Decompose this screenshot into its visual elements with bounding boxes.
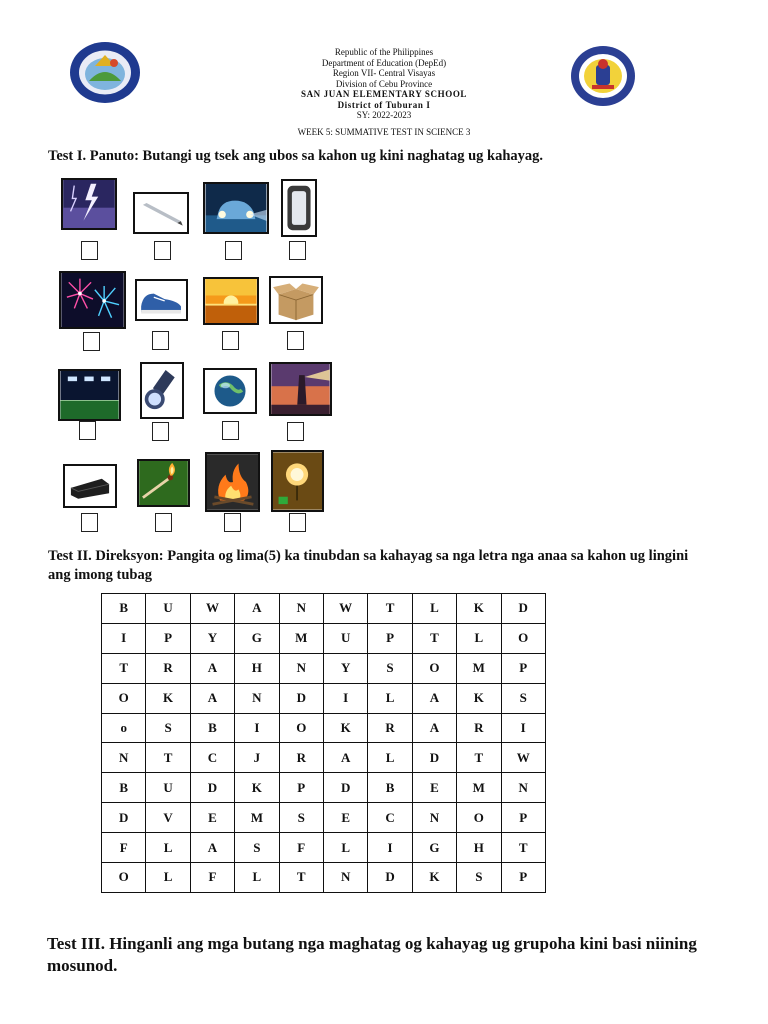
word-search-cell[interactable]: N xyxy=(501,773,545,803)
header-line-region: Region VII- Central Visayas xyxy=(332,68,436,78)
campfire-icon xyxy=(205,452,260,512)
district-name: District of Tuburan I xyxy=(337,99,431,110)
checkbox-sunset[interactable] xyxy=(222,331,239,350)
checkbox-stadium-lights[interactable] xyxy=(79,421,96,440)
word-search-cell[interactable]: W xyxy=(501,743,545,773)
checkbox-globe[interactable] xyxy=(222,421,239,440)
word-search-cell[interactable]: T xyxy=(146,743,190,773)
word-search-cell[interactable]: P xyxy=(146,623,190,653)
word-search-cell[interactable]: E xyxy=(412,773,456,803)
checkbox-lit-matchstick[interactable] xyxy=(155,513,172,532)
word-search-cell[interactable]: D xyxy=(368,863,412,893)
word-search-cell[interactable]: I xyxy=(323,683,367,713)
lightning-icon xyxy=(61,178,117,230)
word-search-row xyxy=(102,594,546,624)
word-search-cell[interactable]: O xyxy=(501,623,545,653)
word-search-cell[interactable]: P xyxy=(501,653,545,683)
school-year: SY: 2022-2023 xyxy=(356,110,412,120)
word-search-cell[interactable]: N xyxy=(412,803,456,833)
checkbox-fireworks[interactable] xyxy=(83,332,100,351)
word-search-cell[interactable]: B xyxy=(102,773,146,803)
checkbox-campfire[interactable] xyxy=(224,513,241,532)
word-search-cell[interactable]: D xyxy=(190,773,234,803)
word-search-row xyxy=(102,833,546,863)
word-search-cell[interactable]: T xyxy=(501,833,545,863)
word-search-cell[interactable]: T xyxy=(368,594,412,624)
word-search-cell[interactable]: T xyxy=(412,623,456,653)
word-search-cell[interactable]: N xyxy=(279,594,323,624)
word-search-cell[interactable]: Y xyxy=(323,653,367,683)
word-search-cell[interactable]: O xyxy=(102,863,146,893)
checkbox-mirror[interactable] xyxy=(289,241,306,260)
word-search-row xyxy=(102,863,546,893)
word-search-cell[interactable]: D xyxy=(102,803,146,833)
school-name: SAN JUAN ELEMENTARY SCHOOL xyxy=(300,89,468,99)
word-search-cell[interactable]: L xyxy=(412,594,456,624)
word-search-cell[interactable]: J xyxy=(235,743,279,773)
checkbox-lighthouse[interactable] xyxy=(287,422,304,441)
flashlight-icon xyxy=(140,362,184,419)
word-search-cell[interactable]: Y xyxy=(190,623,234,653)
word-search-cell[interactable]: R xyxy=(279,743,323,773)
word-search-cell[interactable]: L xyxy=(368,683,412,713)
word-search-cell[interactable]: A xyxy=(412,713,456,743)
word-search-cell[interactable]: E xyxy=(190,803,234,833)
checkbox-stapler[interactable] xyxy=(81,513,98,532)
word-search-cell[interactable]: H xyxy=(457,833,501,863)
checkbox-flashlight[interactable] xyxy=(152,422,169,441)
word-search-cell[interactable]: L xyxy=(146,863,190,893)
word-search-cell[interactable]: K xyxy=(146,683,190,713)
word-search-cell[interactable]: P xyxy=(368,623,412,653)
word-search-cell[interactable]: E xyxy=(323,803,367,833)
word-search-cell[interactable]: U xyxy=(146,594,190,624)
word-search-cell[interactable]: I xyxy=(368,833,412,863)
document-header xyxy=(0,47,768,121)
week-title: WEEK 5: SUMMATIVE TEST IN SCIENCE 3 xyxy=(297,127,471,137)
word-search-cell[interactable]: R xyxy=(368,713,412,743)
word-search-cell[interactable]: K xyxy=(323,713,367,743)
word-search-row xyxy=(102,773,546,803)
lamp-icon xyxy=(271,450,324,512)
word-search-cell[interactable]: A xyxy=(412,683,456,713)
word-search-cell[interactable]: D xyxy=(412,743,456,773)
word-search-cell[interactable]: B xyxy=(102,594,146,624)
checkbox-shoe[interactable] xyxy=(152,331,169,350)
word-search-cell[interactable]: O xyxy=(457,803,501,833)
word-search-cell[interactable]: C xyxy=(368,803,412,833)
word-search-cell[interactable]: T xyxy=(457,743,501,773)
word-search-cell[interactable]: S xyxy=(368,653,412,683)
header-line-division: Division of Cebu Province xyxy=(335,78,433,89)
mirror-icon xyxy=(281,179,317,237)
checkbox-cardboard-box[interactable] xyxy=(287,331,304,350)
word-search-cell[interactable]: O xyxy=(102,683,146,713)
stapler-icon xyxy=(63,464,117,508)
word-search-cell[interactable]: S xyxy=(279,803,323,833)
word-search-cell[interactable]: F xyxy=(190,863,234,893)
test2-title: Test II. Direksyon: Pangita og lima(5) ka tinubdan sa kahayag sa nga letra nga anaa sa kahon ug lingini ang imong tubag xyxy=(48,548,689,583)
checkbox-pen[interactable] xyxy=(154,241,171,260)
pen-icon xyxy=(133,192,189,234)
word-search-row xyxy=(102,653,546,683)
word-search-cell[interactable]: I xyxy=(501,713,545,743)
word-search-row xyxy=(102,743,546,773)
word-search-cell[interactable]: K xyxy=(235,773,279,803)
word-search-cell[interactable]: A xyxy=(235,594,279,624)
stadium-lights-icon xyxy=(58,369,121,421)
word-search-cell[interactable]: R xyxy=(146,653,190,683)
checkbox-lamp[interactable] xyxy=(289,513,306,532)
word-search-cell[interactable]: A xyxy=(190,653,234,683)
word-search-cell[interactable]: C xyxy=(190,743,234,773)
word-search-cell[interactable]: D xyxy=(323,773,367,803)
shoe-icon xyxy=(135,279,188,321)
word-search-cell[interactable]: N xyxy=(323,863,367,893)
word-search-cell[interactable]: U xyxy=(146,773,190,803)
word-search-cell[interactable]: T xyxy=(279,863,323,893)
word-search-cell[interactable]: L xyxy=(235,863,279,893)
word-search-cell[interactable]: M xyxy=(279,623,323,653)
word-search-cell[interactable]: O xyxy=(412,653,456,683)
word-search-cell[interactable]: P xyxy=(279,773,323,803)
word-search-row xyxy=(102,713,546,743)
header-line-republic: Republic of the Philippines xyxy=(334,47,434,57)
word-search-cell[interactable]: R xyxy=(457,713,501,743)
word-search-cell[interactable]: o xyxy=(102,713,146,743)
fireworks-icon xyxy=(59,271,126,329)
word-search-cell[interactable]: F xyxy=(279,833,323,863)
word-search-cell[interactable]: P xyxy=(501,803,545,833)
word-search-cell[interactable]: S xyxy=(235,833,279,863)
word-search-cell[interactable]: H xyxy=(235,653,279,683)
word-search-cell[interactable]: A xyxy=(190,683,234,713)
word-search-cell[interactable]: G xyxy=(235,623,279,653)
word-search-cell[interactable]: K xyxy=(457,683,501,713)
word-search-cell[interactable]: I xyxy=(102,623,146,653)
word-search-cell[interactable]: T xyxy=(102,653,146,683)
word-search-cell[interactable]: D xyxy=(279,683,323,713)
word-search-cell[interactable]: K xyxy=(412,863,456,893)
word-search-row xyxy=(102,623,546,653)
word-search-cell[interactable]: M xyxy=(235,803,279,833)
word-search-cell[interactable]: L xyxy=(323,833,367,863)
word-search-cell[interactable]: N xyxy=(279,653,323,683)
word-search-cell[interactable]: W xyxy=(323,594,367,624)
word-search-cell[interactable]: F xyxy=(102,833,146,863)
word-search-cell[interactable]: U xyxy=(323,623,367,653)
word-search-cell[interactable]: L xyxy=(146,833,190,863)
word-search-cell[interactable]: M xyxy=(457,773,501,803)
word-search-cell[interactable]: L xyxy=(368,743,412,773)
word-search-cell[interactable]: N xyxy=(102,743,146,773)
lighthouse-icon xyxy=(269,362,332,416)
checkbox-lightning[interactable] xyxy=(81,241,98,260)
word-search-cell[interactable]: V xyxy=(146,803,190,833)
word-search-cell[interactable]: M xyxy=(457,653,501,683)
word-search-cell[interactable]: B xyxy=(190,713,234,743)
word-search-cell[interactable]: L xyxy=(457,623,501,653)
word-search-cell[interactable]: S xyxy=(457,863,501,893)
word-search-cell[interactable]: P xyxy=(501,863,545,893)
word-search-cell[interactable]: A xyxy=(323,743,367,773)
picture-grid xyxy=(52,170,340,538)
lit-matchstick-icon xyxy=(137,459,190,507)
cardboard-box-icon xyxy=(269,276,323,324)
word-search-grid xyxy=(101,593,546,893)
word-search-cell[interactable]: K xyxy=(457,594,501,624)
header-line-deped: Department of Education (DepEd) xyxy=(321,57,447,68)
word-search-cell[interactable]: A xyxy=(190,833,234,863)
car-headlights-icon xyxy=(203,182,269,234)
word-search-row xyxy=(102,683,546,713)
word-search-cell[interactable]: I xyxy=(235,713,279,743)
word-search-cell[interactable]: G xyxy=(412,833,456,863)
word-search-cell[interactable]: N xyxy=(235,683,279,713)
checkbox-car-headlights[interactable] xyxy=(225,241,242,260)
globe-icon xyxy=(203,368,257,414)
word-search-row xyxy=(102,803,546,833)
sunset-icon xyxy=(203,277,259,325)
word-search-cell[interactable]: S xyxy=(501,683,545,713)
word-search-cell[interactable]: B xyxy=(368,773,412,803)
test1-title: Test I. Panuto: Butangi ug tsek ang ubos sa kahon ug kini naghatag ug kahayag. xyxy=(48,148,544,164)
word-search-cell[interactable]: S xyxy=(146,713,190,743)
test3-title: Test III. Hinganli ang mga butang nga maghatag og kahayag ug grupoha kini basi niining mosunod. xyxy=(47,934,697,975)
word-search-cell[interactable]: O xyxy=(279,713,323,743)
word-search-cell[interactable]: W xyxy=(190,594,234,624)
word-search-cell[interactable]: D xyxy=(501,594,545,624)
